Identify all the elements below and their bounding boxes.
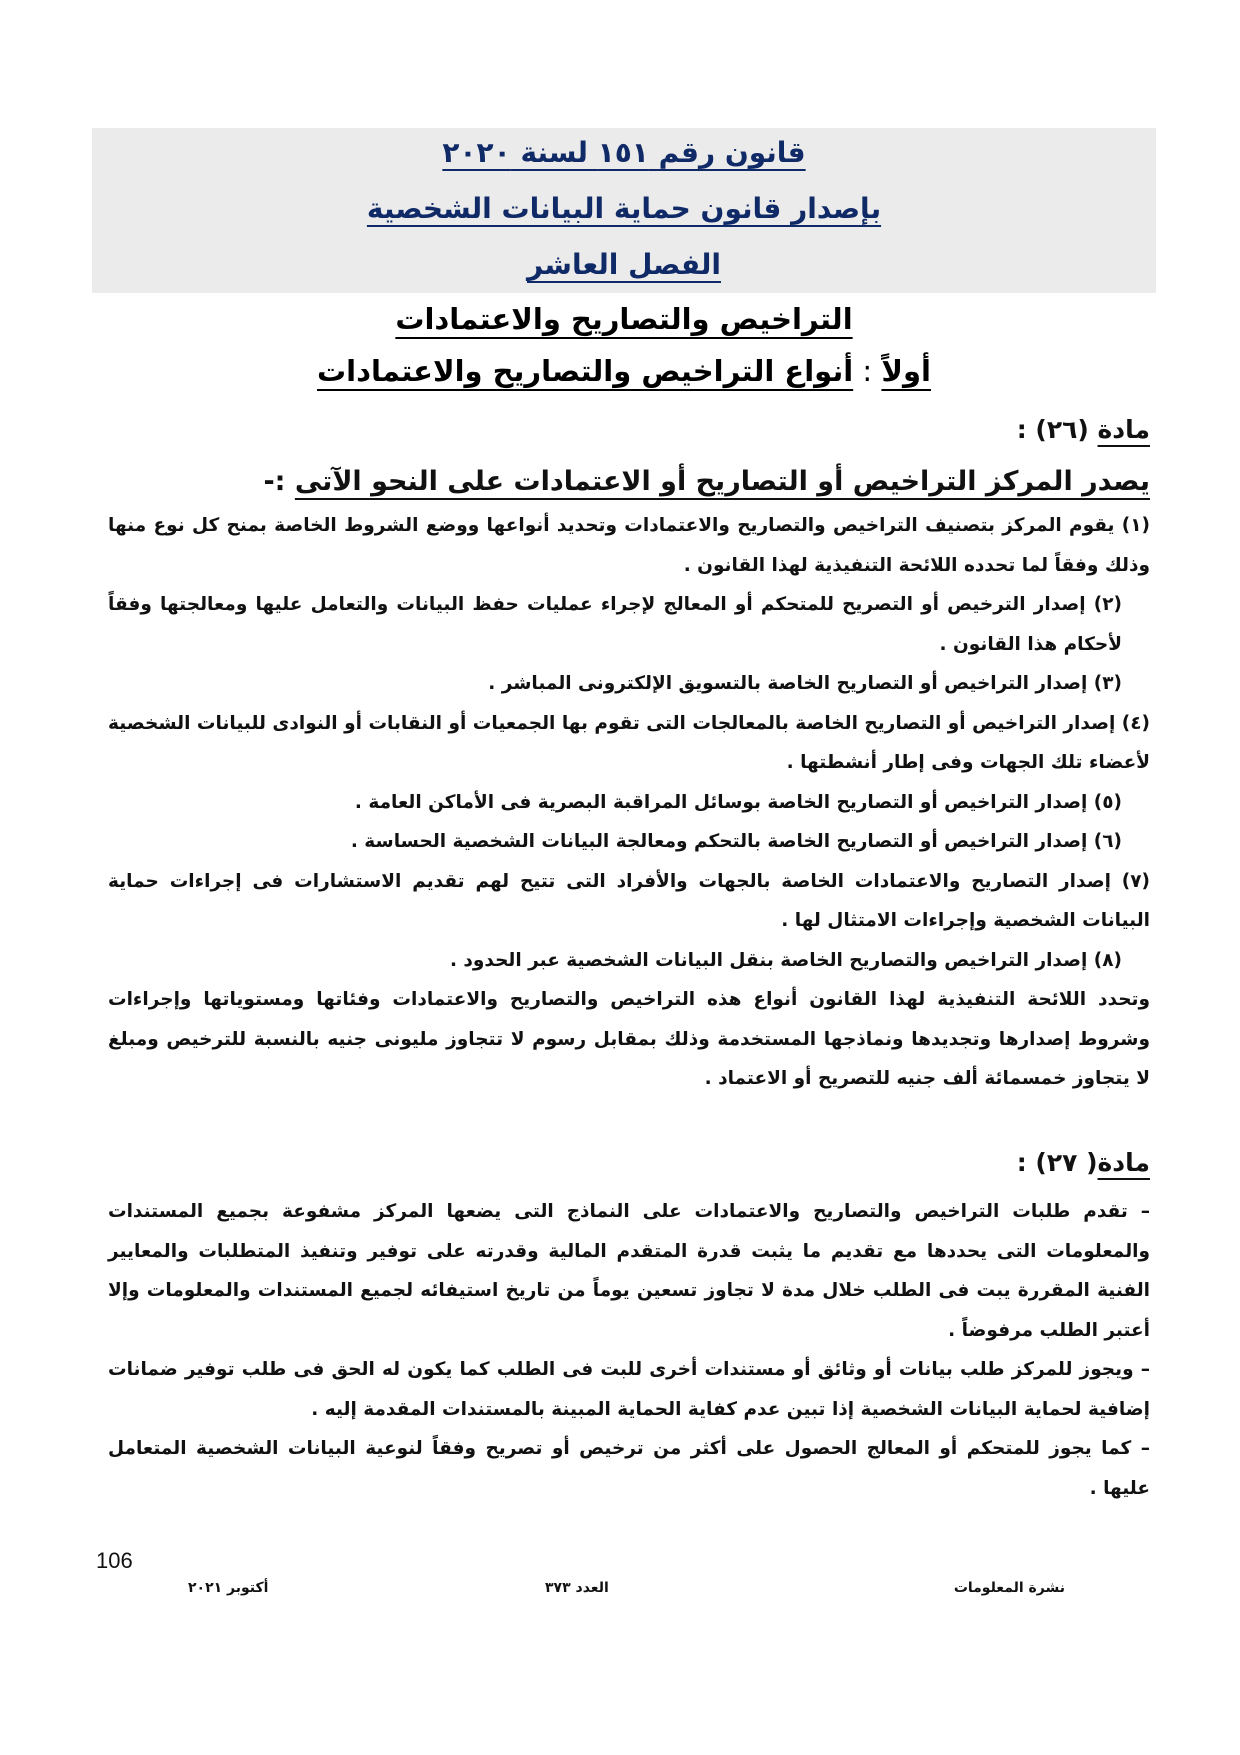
list-item: (٥) إصدار التراخيص أو التصاريح الخاصة بوسائل المراقبة البصرية فى الأماكن العامة .: [354, 791, 1122, 813]
page-number: 106: [96, 1548, 133, 1573]
list-item: (٨) إصدار التراخيص والتصاريح الخاصة بنقل البيانات الشخصية عبر الحدود .: [449, 949, 1122, 971]
list-item: (٢) إصدار الترخيص أو التصريح للمتحكم أو المعالج لإجراء عمليات حفظ البيانات والتعامل عليها ومعالجتها وفقاً لأحكام هذا القانون .: [108, 594, 1122, 655]
chapter-title: الفصل العاشر: [527, 248, 721, 281]
article-27-heading: مادة( ٢٧) :: [1016, 1148, 1150, 1177]
paragraph: – كما يجوز للمتحكم أو المعالج الحصول على أكثر من ترخيص أو تصريح وفقاً لنوعية البيانات الشخصية المتعامل عليها .: [108, 1438, 1150, 1499]
article-26-lead: يصدر المركز التراخيص أو التصاريح أو الاعتمادات على النحو الآتى :-: [263, 466, 1150, 497]
section-title: التراخيص والتصاريح والاعتمادات: [395, 302, 853, 336]
footer-publication: نشرة المعلومات: [953, 1580, 1065, 1596]
list-item: (٣) إصدار التراخيص أو التصاريح الخاصة بالتسويق الإلكترونى المباشر .: [488, 673, 1122, 694]
list-item: (٤) إصدار التراخيص أو التصاريح الخاصة بالمعالجات التى تقوم بها الجمعيات أو النقابات أو النوادى للبيانات الشخصية لأعضاء تلك الجهات وفى إطار أنشطتها .: [108, 712, 1150, 773]
paragraph: – ويجوز للمركز طلب بيانات أو وثائق أو مستندات أخرى للبت فى الطلب كما يكون له الحق فى طلب توفير ضمانات إضافية لحماية البيانات الشخصية إذا تبين عدم كفاية الحماية المبينة بالمستندات المقدمة إليه .: [108, 1359, 1150, 1420]
subsection-title: أولاً : أنواع التراخيص والتصاريح والاعتمادات: [317, 354, 931, 388]
footer-issue: العدد ٣٧٣: [545, 1580, 609, 1596]
list-item: (٧) إصدار التصاريح والاعتمادات الخاصة بالجهات والأفراد التى تتيح لهم تقديم الاستشارات فى إجراءات حماية البيانات الشخصية وإجراءات الامتثال لها .: [108, 870, 1150, 931]
list-item: (١) يقوم المركز بتصنيف التراخيص والتصاريح والاعتمادات وتحديد أنواعها ووضع الشروط الخاصة بمنح كل نوع منها وذلك وفقاً لما تحدده اللائحة التنفيذية لهذا القانون .: [108, 515, 1150, 576]
law-title: قانون رقم ١٥١ لسنة ٢٠٢٠: [442, 136, 806, 169]
paragraph: – تقدم طلبات التراخيص والتصاريح والاعتمادات على النماذج التى يضعها المركز مشفوعة بجميع المستندات والمعلومات التى يحددها مع تقديم ما يثبت قدرة المتقدم المالية وقدرته على توفير وتنفيذ المتطلبات والمعايير الفنية المقررة يبت فى الطلب خلال مدة لا تجاوز تسعين يوماً من تاريخ استيفائه لجميع المستندات والمعلومات وإلا أعتبر الطلب مرفوضاً .: [108, 1201, 1150, 1341]
closing-paragraph: وتحدد اللائحة التنفيذية لهذا القانون أنواع هذه التراخيص والتصاريح والاعتمادات وفئاتها ومستوياتها وإجراءات وشروط إصدارها وتجديدها ونماذجها المستخدمة وذلك بمقابل رسوم لا تتجاوز مليونى جنيه بالنسبة للترخيص ومبلغ لا يتجاوز خمسمائة ألف جنيه للتصريح أو الاعتماد .: [108, 989, 1150, 1089]
law-subject: بإصدار قانون حماية البيانات الشخصية: [366, 192, 882, 225]
article-26-heading: مادة (٢٦) :: [1016, 415, 1150, 444]
article-26-body: [108, 506, 1150, 1099]
list-item: (٦) إصدار التراخيص أو التصاريح الخاصة بالتحكم ومعالجة البيانات الشخصية الحساسة .: [350, 831, 1122, 852]
article-27-body: [108, 1192, 1150, 1508]
footer-date: أكتوبر ٢٠٢١: [188, 1580, 269, 1596]
